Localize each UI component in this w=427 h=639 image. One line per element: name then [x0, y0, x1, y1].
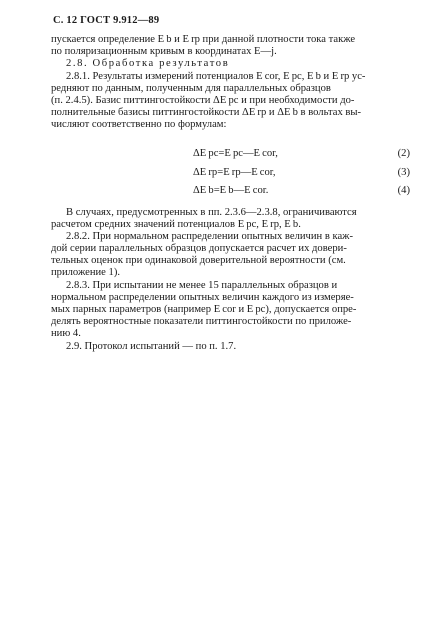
text-line: полнительные базисы питтингостойкости ΔE rp и ΔE b в вольтах вы-	[51, 107, 362, 118]
text-line: расчетом средних значений потенциалов E pc, E rp, E b.	[51, 219, 301, 230]
text-line: пускается определение E b и E rp при данной плотности тока также	[51, 34, 356, 45]
text-line: 2.9. Протокол испытаний — по п. 1.7.	[66, 341, 237, 352]
equation-formula: ΔE b=E b—E cor.	[193, 185, 269, 196]
text-line: приложение 1).	[51, 267, 120, 278]
text-line: В случаях, предусмотренных в пп. 2.3.6—2.3.8, ограничиваются	[66, 207, 357, 218]
text-line: тельных оценок при одинаковой доверительной вероятности (см.	[51, 255, 346, 266]
text-line: мых парных параметров (например E cor и E pc), допускается опре-	[51, 304, 357, 315]
text-line: 2.8.3. При испытании не менее 15 параллельных образцов и	[66, 280, 338, 291]
text-line: редняют по данным, полученным для параллельных образцов	[51, 83, 331, 94]
section-heading: 2.8. Обработка результатов	[66, 58, 230, 69]
equation-formula: ΔE pc=E pc—E cor,	[193, 148, 278, 159]
equation-formula: ΔE rp=E rp—E cor,	[193, 167, 276, 178]
text-line: числяют соответственно по формулам:	[51, 119, 227, 130]
text-line: нию 4.	[51, 328, 81, 339]
text-line: делять вероятностные показатели питтингостойкости по приложе-	[51, 316, 352, 327]
text-line: 2.8.1. Результаты измерений потенциалов E cor, E pc, E b и E rp ус-	[66, 71, 366, 82]
page-header: С. 12 ГОСТ 9.912—89	[53, 15, 160, 26]
text-line: (п. 2.4.5). Базис питтингостойкости ΔE pc и при необходимости до-	[51, 95, 355, 106]
text-line: 2.8.2. При нормальном распределении опытных величин в каж-	[66, 231, 354, 242]
text-line: дой серии параллельных образцов допускается расчет их довери-	[51, 243, 347, 254]
equation-number: (2)	[397, 148, 410, 159]
equation-number: (4)	[397, 185, 410, 196]
text-line: по поляризационным кривым в координатах E—j.	[51, 46, 277, 57]
equation-number: (3)	[397, 167, 410, 178]
text-line: нормальном распределении опытных величин каждого из измеряе-	[51, 292, 354, 303]
